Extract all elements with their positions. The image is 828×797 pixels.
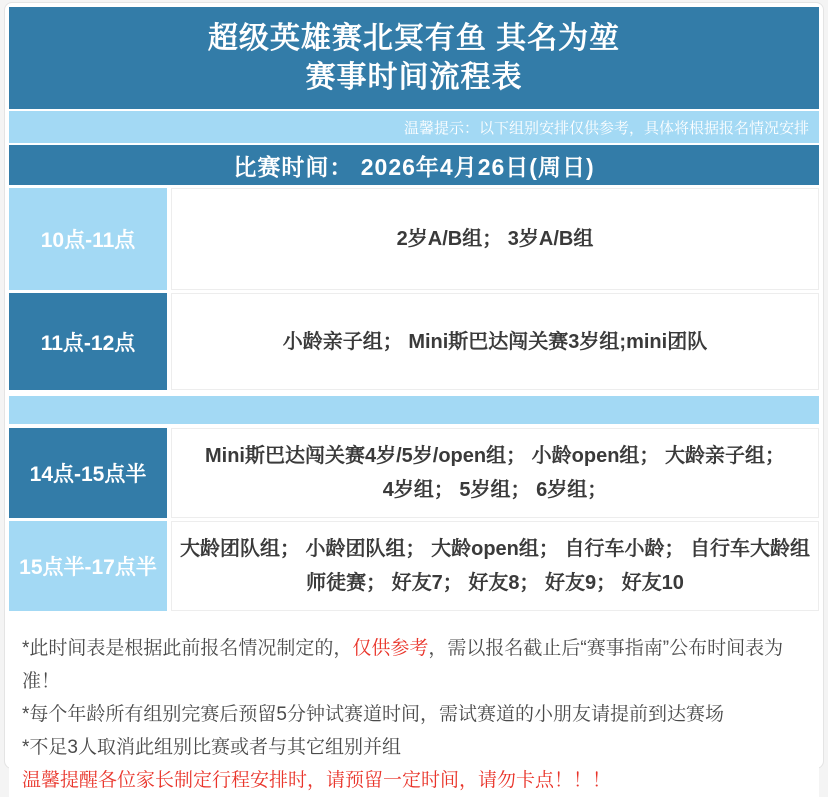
footnote-1-highlight: 仅供参考 bbox=[352, 638, 429, 659]
groups-cell bbox=[171, 188, 819, 290]
groups-cell bbox=[171, 293, 819, 390]
footnote-1-prefix: *此时间表是根据此前报名情况制定的， bbox=[22, 638, 353, 659]
footnotes bbox=[9, 611, 819, 797]
date-bar bbox=[9, 145, 819, 185]
tip-band bbox=[9, 111, 819, 143]
time-cell: 14点-15点半 bbox=[9, 428, 167, 518]
time-cell: 10点-11点 bbox=[9, 188, 167, 290]
footnote-2: *每个年龄所有组别完赛后预留5分钟试赛道时间，需试赛道的小朋友请提前到达赛场 bbox=[22, 704, 724, 725]
schedule-row bbox=[9, 428, 819, 518]
schedule-row bbox=[9, 521, 819, 611]
footnote-1-suffix: ，需以报名截止后“赛事指南”公布时间表为准！ bbox=[22, 638, 784, 692]
time-cell: 11点-12点 bbox=[9, 293, 167, 390]
schedule-poster bbox=[4, 2, 824, 791]
footnote-reminder: 温馨提醒各位家长制定行程安排时，请预留一定时间，请勿卡点！！！ bbox=[22, 770, 612, 791]
poster-header bbox=[9, 7, 819, 109]
poster-title-line2: 赛事时间流程表 bbox=[305, 61, 523, 94]
groups-line: 4岁组； 5岁组； 6岁组； bbox=[382, 479, 608, 501]
groups-cell bbox=[171, 521, 819, 611]
footnote-3: *不足3人取消此组别比赛或者与其它组别并组 bbox=[22, 737, 401, 758]
groups-line: 师徒赛； 好友7； 好友8； 好友9； 好友10 bbox=[306, 572, 684, 594]
groups-line: 2岁A/B组； 3岁A/B组 bbox=[396, 228, 594, 250]
groups-line: Mini斯巴达闯关赛4岁/5岁/open组； 小龄open组； 大龄亲子组； bbox=[204, 445, 785, 467]
break-separator bbox=[9, 396, 819, 424]
date-text: 比赛时间： 2026年4月26日(周日) bbox=[233, 153, 595, 180]
groups-line: 大龄团队组； 小龄团队组； 大龄open组； 自行车小龄； 自行车大龄组 bbox=[180, 538, 810, 560]
time-cell: 15点半-17点半 bbox=[9, 521, 167, 611]
schedule-row bbox=[9, 188, 819, 290]
groups-line: 小龄亲子组； Mini斯巴达闯关赛3岁组;mini团队 bbox=[282, 330, 708, 353]
footnote-1 bbox=[22, 632, 805, 698]
schedule-row bbox=[9, 293, 819, 390]
groups-cell bbox=[171, 428, 819, 518]
poster-title-line1: 超级英雄赛北冥有鱼 其名为堃 bbox=[207, 22, 621, 55]
tip-text: 温馨提示：以下组别安排仅供参考，具体将根据报名情况安排 bbox=[403, 119, 809, 137]
